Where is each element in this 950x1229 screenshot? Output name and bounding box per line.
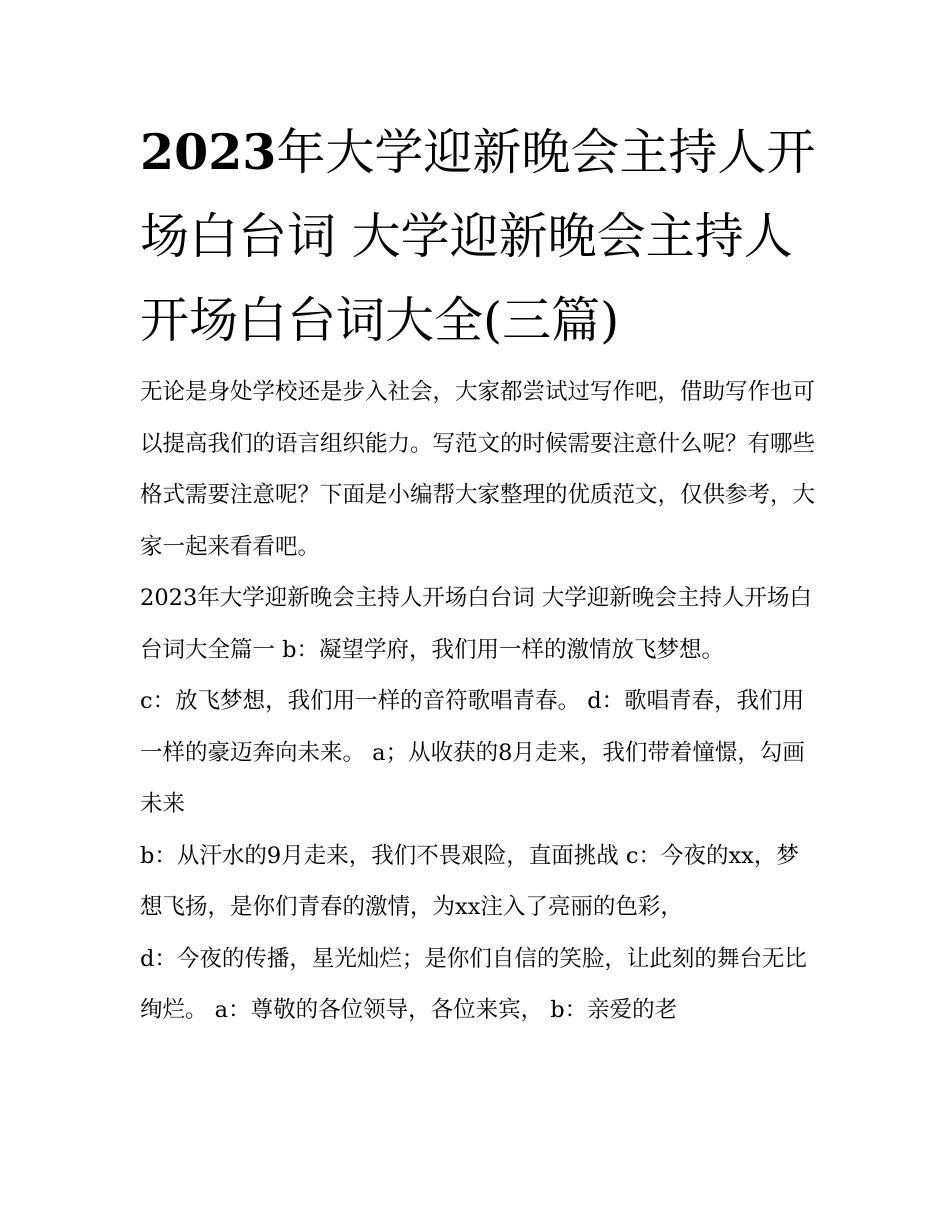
body-paragraph: b：从汗水的9月走来，我们不畏艰险，直面挑战 c：今夜的xx，梦想飞扬，是你们青春的激情，为xx注入了亮丽的色彩， xyxy=(140,842,799,920)
title-year: 2023 xyxy=(140,123,277,181)
document-title xyxy=(140,110,820,363)
body-paragraph: c：放飞梦想，我们用一样的音符歌唱青春。 d：歌唱青春，我们用一样的豪迈奔向未来。 a；从收获的8月走来，我们带着憧憬，勾画未来 xyxy=(140,688,805,817)
document-body xyxy=(140,110,820,1037)
title-text: 年大学迎新晚会主持人开场白台词 大学迎新晚会主持人开场白台词大全(三篇) xyxy=(140,124,816,349)
intro-paragraph: 无论是身处学校还是步入社会，大家都尝试过写作吧，借助写作也可以提高我们的语言组织能力。写范文的时候需要注意什么呢？有哪些格式需要注意呢？下面是小编帮大家整理的优质范文，仅供参考，大家一起来看看吧。 xyxy=(140,379,816,560)
body-paragraph: 2023年大学迎新晚会主持人开场白台词 大学迎新晚会主持人开场白台词大全篇一 b：凝望学府，我们用一样的激情放飞梦想。 xyxy=(140,585,812,663)
body-paragraph: d：今夜的传播，星光灿烂；是你们自信的笑脸，让此刻的舞台无比绚烂。 a：尊敬的各位领导，各位来宾， b：亲爱的老 xyxy=(140,945,807,1023)
